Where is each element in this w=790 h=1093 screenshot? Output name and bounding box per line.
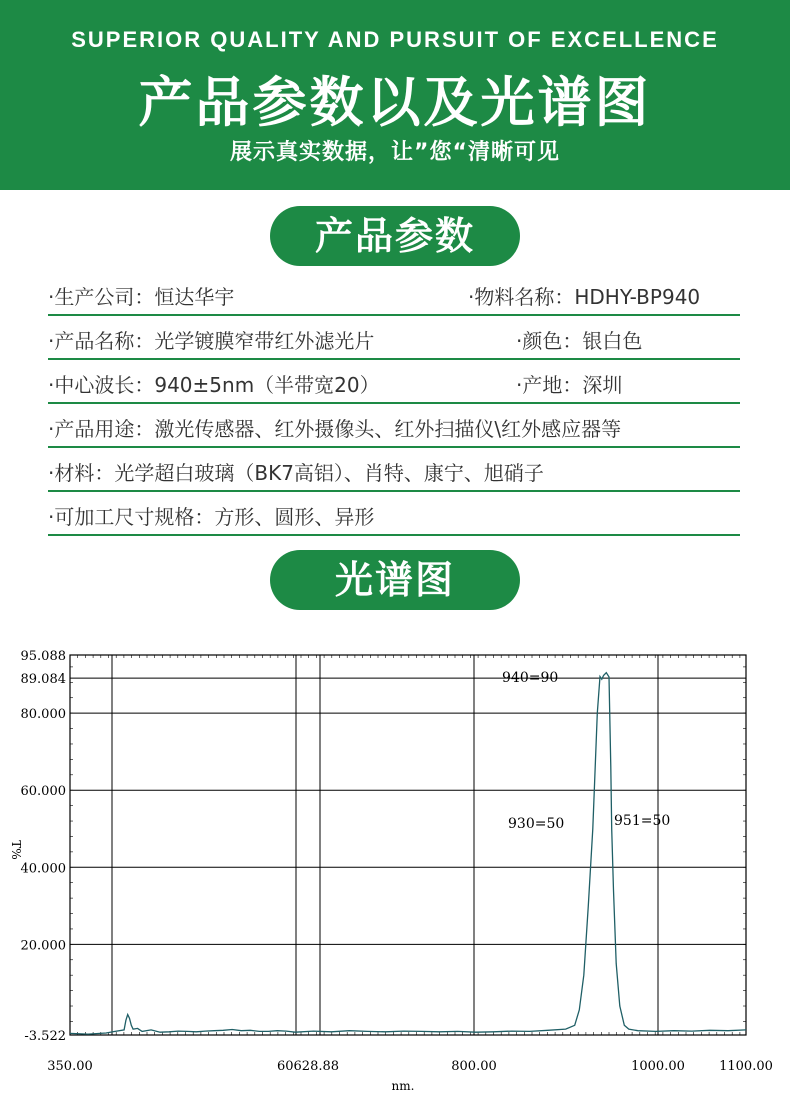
x-tick-label: 1100.00 <box>719 1059 773 1074</box>
peak-annotation: 940=90 <box>502 670 559 686</box>
y-tick-label: 40.000 <box>20 861 66 877</box>
param-row <box>48 448 740 492</box>
header-banner <box>0 0 790 190</box>
x-axis-title: nm. <box>391 1079 415 1093</box>
x-tick-label: 350.00 <box>47 1059 93 1074</box>
y-tick-label: 89.084 <box>20 672 66 688</box>
x-tick-label: 60628.88 <box>276 1059 340 1074</box>
banner-english-title: SUPERIOR QUALITY AND PURSUIT OF EXCELLENCE <box>71 27 719 52</box>
param-product-name: ·产品名称：光学镀膜窄带红外滤光片 <box>48 329 375 353</box>
params-table <box>48 272 740 536</box>
y-tick-label: 20.000 <box>20 938 66 954</box>
y-tick-label: 80.000 <box>20 707 66 723</box>
param-sizes: ·可加工尺寸规格：方形、圆形、异形 <box>48 505 375 529</box>
y-tick-label: -3.522 <box>24 1029 66 1044</box>
param-company: ·生产公司：恒达华宇 <box>48 285 235 309</box>
x-tick-label: 1000.00 <box>631 1059 685 1074</box>
param-material: ·材料：光学超白玻璃（BK7高铝）、肖特、康宁、旭硝子 <box>48 461 544 485</box>
x-tick-label: 800.00 <box>451 1059 497 1074</box>
y-tick-label: 60.000 <box>20 784 66 800</box>
param-origin: ·产地：深圳 <box>516 373 623 397</box>
param-row <box>48 404 740 448</box>
banner-subtitle: 展示真实数据，让”您“清晰可见 <box>230 140 560 165</box>
param-row <box>48 492 740 536</box>
param-row <box>48 272 740 316</box>
spectrum-section-title: 光谱图 <box>270 550 520 610</box>
param-row <box>48 360 740 404</box>
spectrum-chart <box>0 640 790 1093</box>
param-usage: ·产品用途：激光传感器、红外摄像头、红外扫描仪\红外感应器等 <box>48 417 622 441</box>
param-row <box>48 316 740 360</box>
banner-chinese-title: 产品参数以及光谱图 <box>138 71 652 134</box>
param-color: ·颜色：银白色 <box>516 329 643 353</box>
param-center-wavelength: ·中心波长：940±5nm（半带宽20） <box>48 373 380 397</box>
peak-annotation: 930=50 <box>508 816 565 832</box>
peak-annotation: 951=50 <box>614 813 671 829</box>
y-axis-title: T% <box>9 840 23 860</box>
params-section-title: 产品参数 <box>270 206 520 266</box>
plot-frame <box>70 655 746 1035</box>
param-material-name: ·物料名称：HDHY-BP940 <box>468 285 701 309</box>
series-line <box>70 673 746 1034</box>
y-tick-label: 95.088 <box>20 649 66 664</box>
